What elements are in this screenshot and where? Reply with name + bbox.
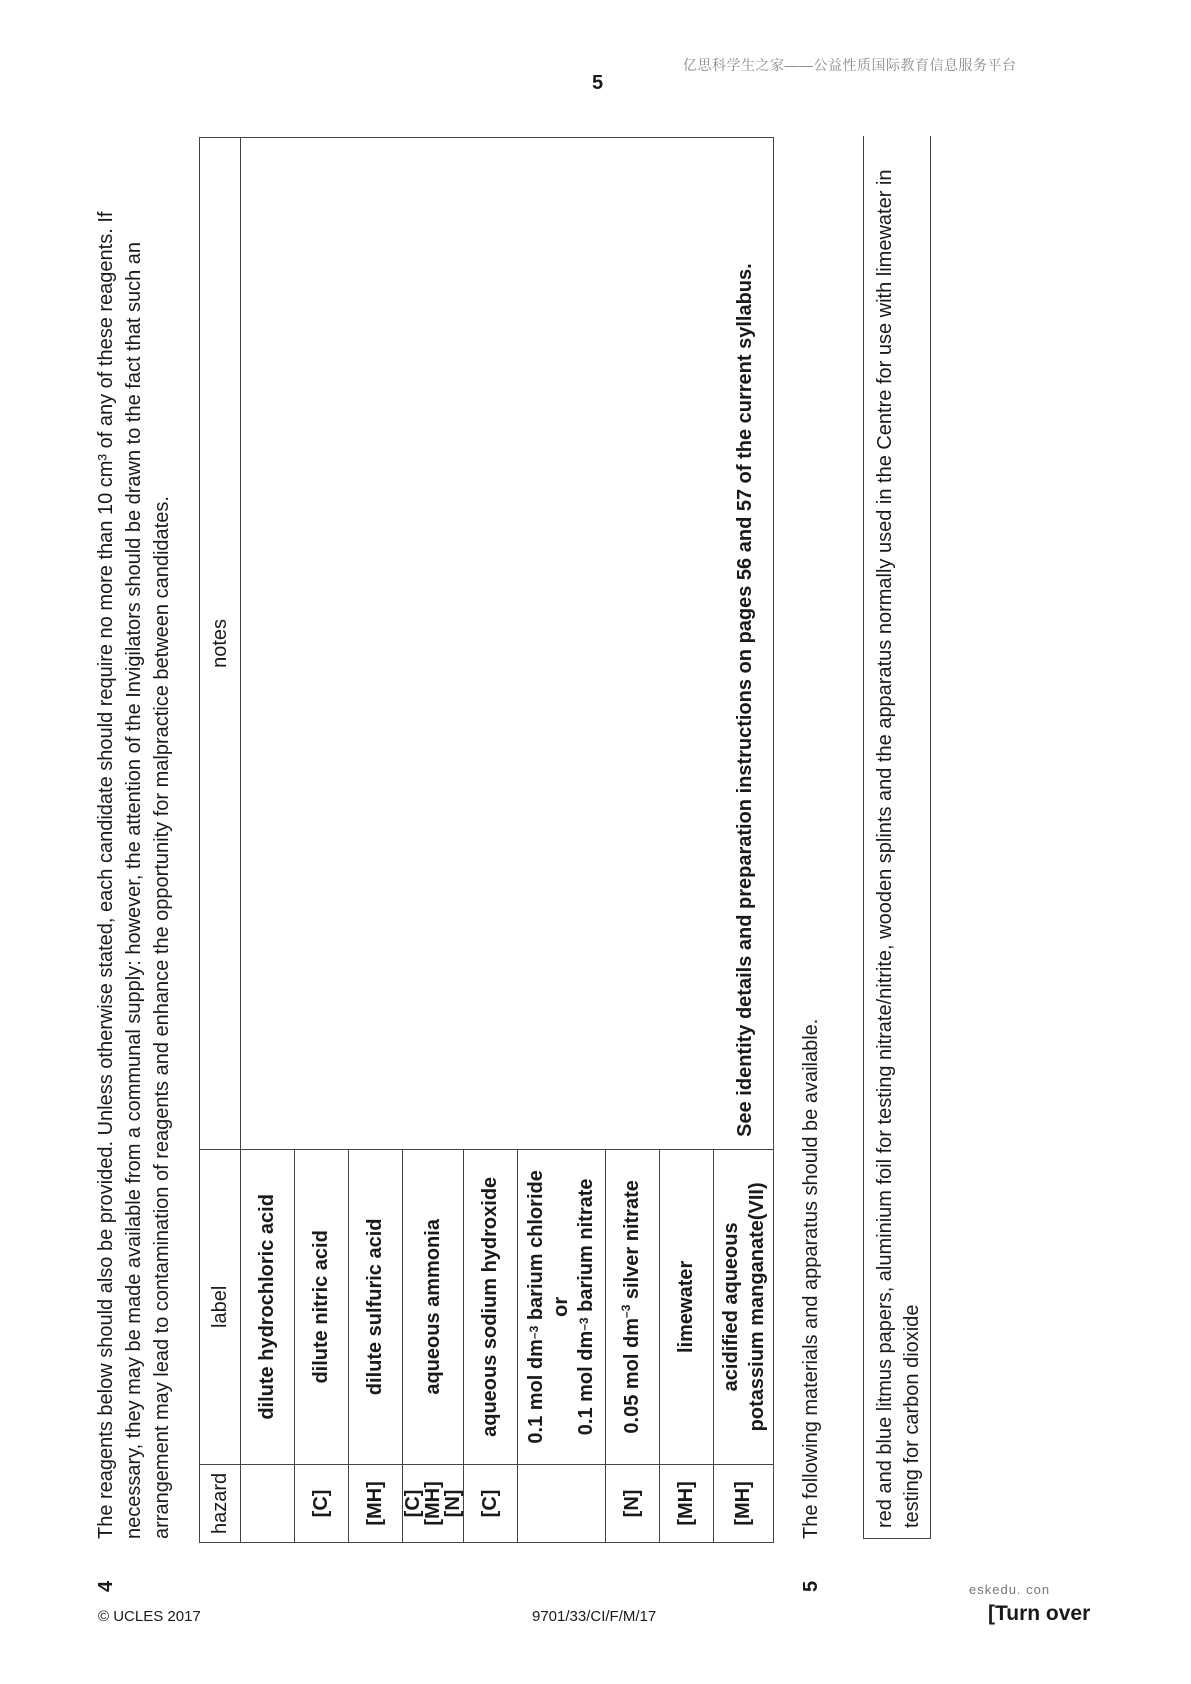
- notes-cell: See identity details and preparation instructions on pages 56 and 57 of the current syllabus.: [241, 138, 774, 1150]
- label-cell: dilute sulfuric acid: [349, 1149, 403, 1464]
- rotated-content: [95, 122, 975, 1617]
- hazard-cell: [518, 1464, 606, 1542]
- notes-header: notes: [200, 138, 241, 1150]
- watermark-text: 亿思科学生之家——公益性质国际教育信息服务平台: [683, 57, 1017, 73]
- hazard-cell: [MH]: [660, 1464, 714, 1542]
- label-cell: [714, 1149, 774, 1464]
- label-cell: aqueous ammonia: [403, 1149, 464, 1464]
- label-line: or: [550, 1296, 572, 1317]
- label-cell: aqueous sodium hydroxide: [464, 1149, 518, 1464]
- apparatus-box: [863, 136, 931, 1539]
- section-5-intro: The following materials and apparatus should be available.: [800, 1018, 822, 1539]
- hazard-header: hazard: [200, 1464, 241, 1542]
- turn-over-text: [Turn over: [988, 1602, 1091, 1625]
- copyright-text: © UCLES 2017: [98, 1608, 201, 1625]
- table-row: [241, 138, 295, 1543]
- document-code: 9701/33/CI/F/M/17: [532, 1608, 657, 1625]
- label-cell: dilute hydrochloric acid: [241, 1149, 295, 1464]
- label-cell: [518, 1149, 606, 1464]
- hazard-cell: [MH]: [714, 1464, 774, 1542]
- label-cell: 0.05 mol $dm^{-3}$ silver nitrate: [606, 1149, 660, 1464]
- label-line: potassium manganate(VII): [745, 1182, 768, 1432]
- apparatus-text: red and blue litmus papers, aluminium foil for testing nitrate/nitrite, wooden splints and the apparatus normally used in the Centre for use with limewater in testing for carbon dioxide: [874, 169, 923, 1528]
- hazard-cell: [C]: [464, 1464, 518, 1542]
- reagents-table: [199, 137, 774, 1543]
- hazard-cell: [MH]: [349, 1464, 403, 1542]
- table-header-row: [200, 138, 241, 1543]
- label-cell: dilute nitric acid: [295, 1149, 349, 1464]
- section-4-intro: The reagents below should also be provided. Unless otherwise stated, each candidate should require no more than 10 cm³ of any of these reagents. If necessary, they may be made available from a communal supply: however, the attention of the Invigilators should be drawn to the fact that such an arrangement may lead to contamination of reagents and enhance the opportunity for malpractice between candidates.: [95, 211, 173, 1539]
- hazard-cell: [N]: [606, 1464, 660, 1542]
- question-number-4: 4: [95, 1580, 117, 1592]
- hazard-cell: [C][MH] [N]: [403, 1464, 464, 1542]
- question-number-5: 5: [800, 1580, 822, 1592]
- label-line: acidified aqueous: [719, 1222, 742, 1392]
- label-line: 0.1 mol $dm^{-3}$ barium nitrate: [575, 1178, 597, 1436]
- hazard-cell: [241, 1464, 295, 1542]
- label-cell: limewater: [660, 1149, 714, 1464]
- label-line: 0.1 mol $dm^{-3}$ barium chloride: [525, 1170, 547, 1444]
- page-number: 5: [592, 72, 604, 94]
- hazard-cell: [C]: [295, 1464, 349, 1542]
- label-header: label: [200, 1149, 241, 1464]
- site-watermark: eskedu. con: [969, 1582, 1051, 1597]
